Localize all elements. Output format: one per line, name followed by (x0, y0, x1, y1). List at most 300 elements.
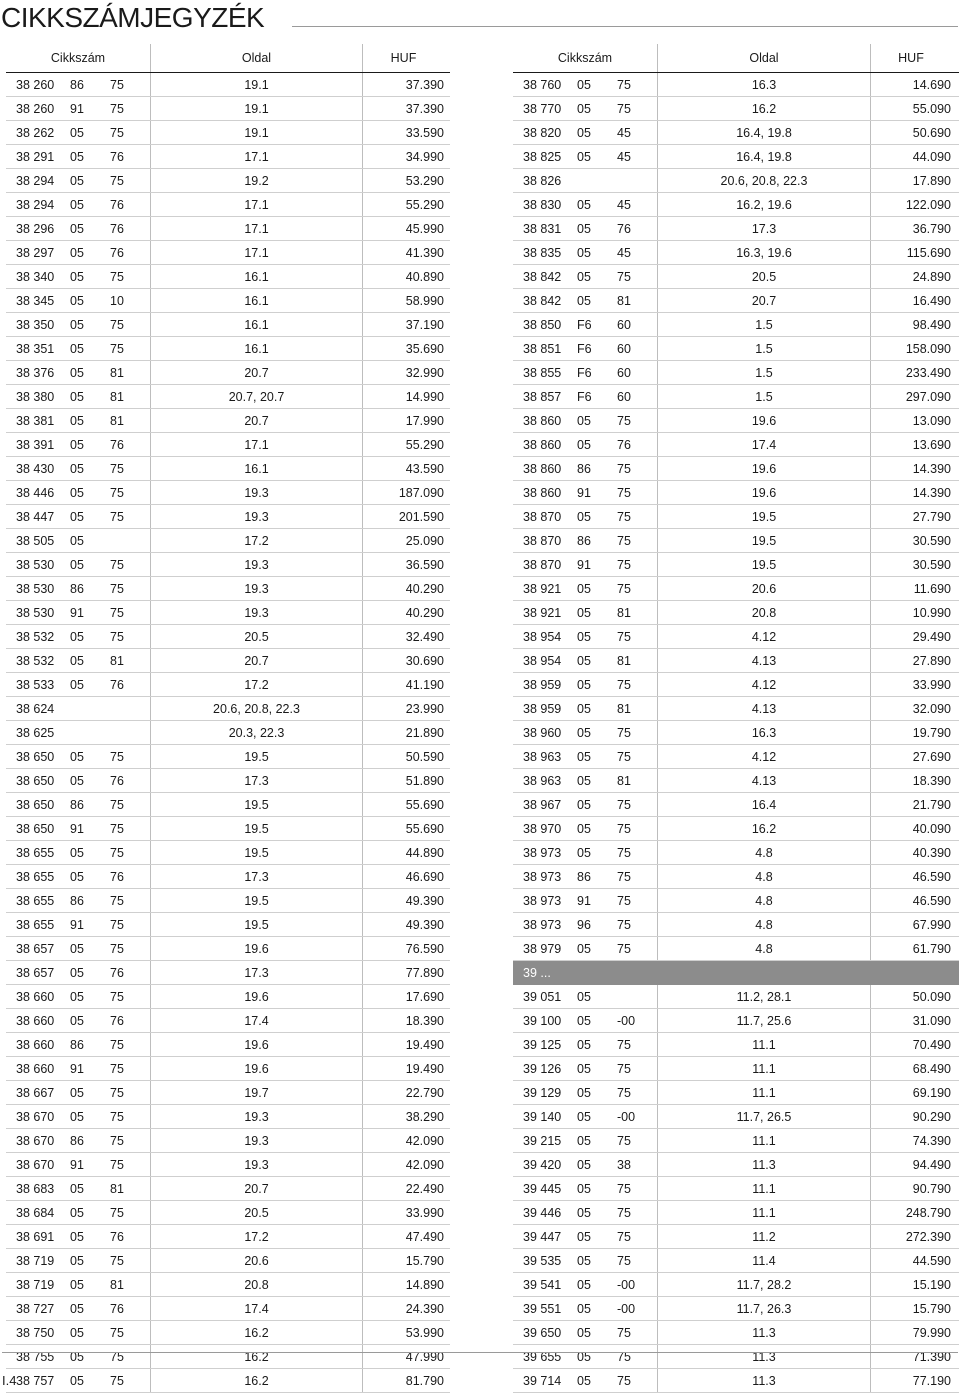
table-row (6, 1105, 450, 1129)
article-base: 39 447 (523, 1229, 562, 1244)
article-number-cell (513, 1057, 658, 1080)
article-suffix: 75 (617, 1373, 631, 1388)
article-base: 38 850 (523, 317, 562, 332)
table-row (6, 1345, 450, 1369)
price-cell: 38.290 (405, 1109, 444, 1124)
article-suffix: 10 (110, 293, 124, 308)
table-row (513, 1153, 959, 1177)
article-base: 38 530 (16, 581, 55, 596)
article-base: 39 714 (523, 1373, 562, 1388)
page-ref-cell: 1.5 (658, 337, 871, 360)
article-variant: 05 (70, 245, 84, 260)
article-number-cell (6, 193, 151, 216)
table-row (513, 1105, 959, 1129)
price-cell: 29.490 (912, 629, 951, 644)
page-ref-cell: 16.4 (658, 793, 871, 816)
price-cell: 41.190 (405, 677, 444, 692)
article-number-cell (6, 361, 151, 384)
article-suffix: 75 (110, 77, 124, 92)
price-cell: 14.390 (912, 461, 951, 476)
article-variant: 05 (70, 989, 84, 1004)
price-cell: 98.490 (912, 317, 951, 332)
price-cell: 40.390 (912, 845, 951, 860)
article-suffix: 75 (110, 605, 124, 620)
article-base: 38 350 (16, 317, 55, 332)
article-number-cell (513, 1273, 658, 1296)
article-number-cell (513, 169, 658, 192)
article-number-cell (513, 1249, 658, 1272)
page-ref-cell: 19.3 (151, 553, 363, 576)
table-row (6, 577, 450, 601)
price-cell: 55.290 (405, 197, 444, 212)
article-suffix: 75 (110, 1349, 124, 1364)
page-ref-cell: 19.3 (151, 577, 363, 600)
page-ref-cell: 20.8 (658, 601, 871, 624)
price-cell: 24.390 (405, 1301, 444, 1316)
page-ref-cell: 20.7 (151, 649, 363, 672)
article-suffix: 81 (110, 1277, 124, 1292)
page-ref-cell: 19.1 (151, 97, 363, 120)
article-suffix: 75 (110, 845, 124, 860)
article-base: 38 835 (523, 245, 562, 260)
article-number-cell (6, 865, 151, 888)
section-label: 39 ... (523, 965, 551, 980)
article-base: 38 870 (523, 557, 562, 572)
price-cell: 32.090 (912, 701, 951, 716)
article-base: 38 380 (16, 389, 55, 404)
price-cell: 79.990 (912, 1325, 951, 1340)
page-ref-cell: 16.4, 19.8 (658, 145, 871, 168)
price-cell: 37.190 (405, 317, 444, 332)
article-base: 38 260 (16, 77, 55, 92)
title-rule (292, 26, 958, 27)
article-base: 38 959 (523, 701, 562, 716)
article-base: 39 655 (523, 1349, 562, 1364)
table-row (513, 241, 959, 265)
article-number-cell (513, 265, 658, 288)
article-variant: F6 (577, 317, 592, 332)
article-number-cell (513, 817, 658, 840)
price-cell: 248.790 (905, 1205, 951, 1220)
page-ref-cell: 4.12 (658, 673, 871, 696)
table-row (513, 1345, 959, 1369)
page-ref-cell: 11.4 (658, 1249, 871, 1272)
article-number-cell (513, 577, 658, 600)
article-base: 38 921 (523, 605, 562, 620)
page-ref-cell: 11.1 (658, 1129, 871, 1152)
article-base: 39 551 (523, 1301, 562, 1316)
page-ref-cell: 17.2 (151, 529, 363, 552)
article-variant: 91 (70, 821, 84, 836)
article-number-cell (6, 265, 151, 288)
article-base: 38 260 (16, 101, 55, 116)
price-cell: 43.590 (405, 461, 444, 476)
article-variant: 05 (70, 557, 84, 572)
article-number-cell (513, 625, 658, 648)
page-ref-cell: 4.12 (658, 625, 871, 648)
article-base: 38 650 (16, 821, 55, 836)
price-cell: 158.090 (905, 341, 951, 356)
article-suffix: 75 (110, 1037, 124, 1052)
article-variant: F6 (577, 341, 592, 356)
article-variant: 05 (577, 197, 591, 212)
price-cell: 37.390 (405, 77, 444, 92)
page-ref-cell: 4.8 (658, 937, 871, 960)
article-base: 38 770 (523, 101, 562, 116)
table-row (513, 289, 959, 313)
page-ref-cell: 11.2 (658, 1225, 871, 1248)
price-cell: 34.990 (405, 149, 444, 164)
table-row (6, 145, 450, 169)
page-ref-cell: 20.5 (151, 625, 363, 648)
article-number-cell (6, 889, 151, 912)
article-variant: 91 (70, 1061, 84, 1076)
table-row (6, 73, 450, 97)
article-number-cell (513, 697, 658, 720)
article-base: 39 541 (523, 1277, 562, 1292)
article-base: 38 683 (16, 1181, 55, 1196)
table-row (6, 721, 450, 745)
price-cell: 19.490 (405, 1061, 444, 1076)
page-ref-cell: 11.3 (658, 1345, 871, 1368)
article-variant: 05 (70, 1301, 84, 1316)
article-variant: 05 (577, 725, 591, 740)
article-number-cell (6, 793, 151, 816)
article-suffix: 60 (617, 365, 631, 380)
page-ref-cell: 11.1 (658, 1057, 871, 1080)
page-ref-cell: 20.7 (151, 1177, 363, 1200)
article-base: 38 973 (523, 893, 562, 908)
article-variant: 05 (577, 77, 591, 92)
price-cell: 19.490 (405, 1037, 444, 1052)
article-suffix: 75 (617, 893, 631, 908)
table-row (6, 433, 450, 457)
article-variant: 05 (577, 1229, 591, 1244)
table-row (513, 769, 959, 793)
table-body (513, 73, 959, 1393)
article-suffix: 75 (110, 341, 124, 356)
article-variant: 05 (70, 1349, 84, 1364)
article-base: 38 755 (16, 1349, 55, 1364)
article-variant: 05 (70, 269, 84, 284)
price-cell: 94.490 (912, 1157, 951, 1172)
table-row (6, 1321, 450, 1345)
price-cell: 67.990 (912, 917, 951, 932)
article-variant: 05 (577, 1013, 591, 1028)
table-row (513, 673, 959, 697)
table-row (513, 1321, 959, 1345)
article-suffix: 75 (110, 557, 124, 572)
article-variant: F6 (577, 365, 592, 380)
article-suffix: 81 (110, 653, 124, 668)
table-row (6, 913, 450, 937)
article-suffix: 75 (617, 1253, 631, 1268)
article-variant: 05 (70, 1205, 84, 1220)
page-ref-cell: 16.1 (151, 313, 363, 336)
article-number-cell (513, 193, 658, 216)
page-ref-cell: 17.3 (151, 769, 363, 792)
table-row (6, 1081, 450, 1105)
article-suffix: 75 (110, 269, 124, 284)
article-base: 38 345 (16, 293, 55, 308)
table-row (6, 1129, 450, 1153)
page-ref-cell: 20.8 (151, 1273, 363, 1296)
article-number-cell (513, 97, 658, 120)
price-cell: 74.390 (912, 1133, 951, 1148)
article-suffix: 45 (617, 245, 631, 260)
article-number-cell (6, 1201, 151, 1224)
article-variant: 05 (577, 437, 591, 452)
article-base: 38 970 (523, 821, 562, 836)
table-row (513, 1129, 959, 1153)
article-suffix: 75 (110, 581, 124, 596)
article-base: 38 831 (523, 221, 562, 236)
article-number-cell (513, 769, 658, 792)
price-cell: 42.090 (405, 1157, 444, 1172)
article-variant: F6 (577, 389, 592, 404)
article-variant: 86 (70, 1133, 84, 1148)
page-ref-cell: 11.2, 28.1 (658, 985, 871, 1008)
page-ref-cell: 4.13 (658, 769, 871, 792)
article-suffix: 75 (617, 485, 631, 500)
article-variant: 05 (70, 509, 84, 524)
page-ref-cell: 17.4 (658, 433, 871, 456)
page-ref-cell: 17.2 (151, 1225, 363, 1248)
article-base: 38 842 (523, 293, 562, 308)
article-variant: 05 (577, 845, 591, 860)
table-row (513, 913, 959, 937)
price-cell: 297.090 (905, 389, 951, 404)
price-cell: 47.490 (405, 1229, 444, 1244)
page-ref-cell: 20.7, 20.7 (151, 385, 363, 408)
article-variant: 05 (70, 125, 84, 140)
article-number-cell (513, 1345, 658, 1368)
article-suffix: -00 (617, 1013, 636, 1028)
article-suffix: 45 (617, 197, 631, 212)
price-cell: 53.990 (405, 1325, 444, 1340)
price-cell: 21.890 (405, 725, 444, 740)
table-row (513, 337, 959, 361)
article-suffix: 75 (110, 173, 124, 188)
price-cell: 47.990 (405, 1349, 444, 1364)
article-base: 38 655 (16, 845, 55, 860)
page-ref-cell: 11.7, 28.2 (658, 1273, 871, 1296)
article-suffix: 75 (617, 509, 631, 524)
page-ref-cell: 1.5 (658, 313, 871, 336)
article-number-cell (513, 1033, 658, 1056)
page-ref-cell: 16.1 (151, 337, 363, 360)
price-cell: 31.090 (912, 1013, 951, 1028)
article-suffix: 45 (617, 149, 631, 164)
article-number-cell (513, 457, 658, 480)
article-suffix: 75 (617, 869, 631, 884)
page-ref-cell: 16.2 (151, 1321, 363, 1344)
table-row (513, 649, 959, 673)
article-suffix: 75 (617, 77, 631, 92)
article-variant: 05 (577, 821, 591, 836)
article-number-cell (513, 241, 658, 264)
article-variant: 91 (577, 557, 591, 572)
article-base: 39 420 (523, 1157, 562, 1172)
article-variant: 05 (70, 1229, 84, 1244)
page-ref-cell: 16.1 (151, 265, 363, 288)
table-row (6, 937, 450, 961)
price-cell: 15.790 (405, 1253, 444, 1268)
section-spacer (658, 961, 871, 984)
article-suffix: 75 (110, 125, 124, 140)
price-cell: 15.190 (912, 1277, 951, 1292)
article-suffix: 76 (110, 149, 124, 164)
price-cell: 19.790 (912, 725, 951, 740)
price-cell: 30.590 (912, 533, 951, 548)
price-cell: 25.090 (405, 533, 444, 548)
article-base: 38 825 (523, 149, 562, 164)
table-row (6, 1273, 450, 1297)
article-suffix: 75 (110, 1085, 124, 1100)
article-suffix: 75 (110, 317, 124, 332)
article-base: 38 757 (16, 1373, 55, 1388)
price-cell: 69.190 (912, 1085, 951, 1100)
table-row (513, 817, 959, 841)
price-cell: 58.990 (405, 293, 444, 308)
footer-rule (2, 1352, 958, 1353)
article-variant: 86 (577, 533, 591, 548)
article-number-cell (6, 577, 151, 600)
article-suffix: 76 (617, 437, 631, 452)
article-number-cell (6, 1081, 151, 1104)
table-row (6, 649, 450, 673)
header-price: HUF (390, 51, 417, 65)
article-base: 38 860 (523, 437, 562, 452)
article-variant: 05 (577, 413, 591, 428)
article-variant: 05 (70, 149, 84, 164)
article-suffix: 81 (617, 605, 631, 620)
table-row (6, 1057, 450, 1081)
table-row (6, 961, 450, 985)
article-number-cell (6, 697, 151, 720)
article-suffix: 75 (617, 749, 631, 764)
table-row (6, 1153, 450, 1177)
article-suffix: 76 (110, 965, 124, 980)
article-suffix: 75 (617, 1085, 631, 1100)
page-ref-cell: 19.5 (151, 889, 363, 912)
table-row (6, 697, 450, 721)
article-base: 38 655 (16, 893, 55, 908)
article-suffix: 75 (110, 941, 124, 956)
table-row (513, 841, 959, 865)
price-cell: 76.590 (405, 941, 444, 956)
price-cell: 46.590 (912, 869, 951, 884)
article-number-cell (6, 433, 151, 456)
article-base: 39 140 (523, 1109, 562, 1124)
article-base: 38 719 (16, 1253, 55, 1268)
article-number-cell (6, 817, 151, 840)
article-number-cell (6, 217, 151, 240)
article-suffix: 75 (110, 629, 124, 644)
page-ref-cell: 11.7, 25.6 (658, 1009, 871, 1032)
article-base: 38 660 (16, 1061, 55, 1076)
table-row (513, 625, 959, 649)
table-row (513, 97, 959, 121)
page-number: I.4 (2, 1373, 17, 1388)
article-number-cell (6, 241, 151, 264)
article-number-cell (513, 841, 658, 864)
table-row (513, 481, 959, 505)
article-base: 38 294 (16, 173, 55, 188)
article-suffix: 75 (617, 797, 631, 812)
table-row (513, 217, 959, 241)
article-suffix: 75 (617, 845, 631, 860)
article-variant: 05 (577, 1133, 591, 1148)
page-ref-cell: 17.3 (151, 865, 363, 888)
article-suffix: 76 (110, 773, 124, 788)
price-cell: 17.690 (405, 989, 444, 1004)
article-number-cell (6, 769, 151, 792)
price-cell: 122.090 (905, 197, 951, 212)
article-number-cell (513, 313, 658, 336)
page-ref-cell: 19.3 (151, 481, 363, 504)
article-variant: 05 (70, 293, 84, 308)
article-base: 38 655 (16, 917, 55, 932)
price-cell: 32.490 (405, 629, 444, 644)
price-cell: 40.890 (405, 269, 444, 284)
article-suffix: 75 (110, 1133, 124, 1148)
article-number-cell (6, 601, 151, 624)
article-suffix: 75 (110, 509, 124, 524)
article-suffix: 76 (110, 677, 124, 692)
article-variant: 05 (577, 653, 591, 668)
table-row (6, 745, 450, 769)
article-suffix: 75 (617, 1205, 631, 1220)
article-suffix: 75 (110, 485, 124, 500)
article-base: 38 655 (16, 869, 55, 884)
article-variant: 05 (577, 1349, 591, 1364)
article-suffix: 75 (617, 1349, 631, 1364)
article-variant: 05 (577, 605, 591, 620)
table-row (513, 409, 959, 433)
article-suffix: 76 (110, 1301, 124, 1316)
section-spacer (871, 961, 959, 984)
price-cell: 13.690 (912, 437, 951, 452)
article-variant: 05 (70, 533, 84, 548)
article-suffix: 81 (617, 773, 631, 788)
table-row (513, 193, 959, 217)
article-suffix: 76 (110, 245, 124, 260)
article-variant: 05 (577, 293, 591, 308)
article-base: 39 100 (523, 1013, 562, 1028)
article-variant: 05 (577, 509, 591, 524)
article-base: 38 973 (523, 845, 562, 860)
page-ref-cell: 19.6 (151, 1033, 363, 1056)
price-cell: 16.490 (912, 293, 951, 308)
table-row (6, 97, 450, 121)
article-suffix: 81 (617, 653, 631, 668)
article-variant: 05 (70, 749, 84, 764)
article-suffix: 75 (617, 821, 631, 836)
article-variant: 05 (70, 845, 84, 860)
article-variant: 86 (70, 797, 84, 812)
article-suffix: 75 (110, 1157, 124, 1172)
article-base: 38 447 (16, 509, 55, 524)
price-cell: 42.090 (405, 1133, 444, 1148)
table-row (6, 529, 450, 553)
table-row (513, 577, 959, 601)
article-number-cell (513, 1129, 658, 1152)
page-ref-cell: 17.3 (658, 217, 871, 240)
article-base: 38 624 (16, 701, 55, 716)
article-number-cell (6, 313, 151, 336)
article-variant: 05 (70, 1109, 84, 1124)
